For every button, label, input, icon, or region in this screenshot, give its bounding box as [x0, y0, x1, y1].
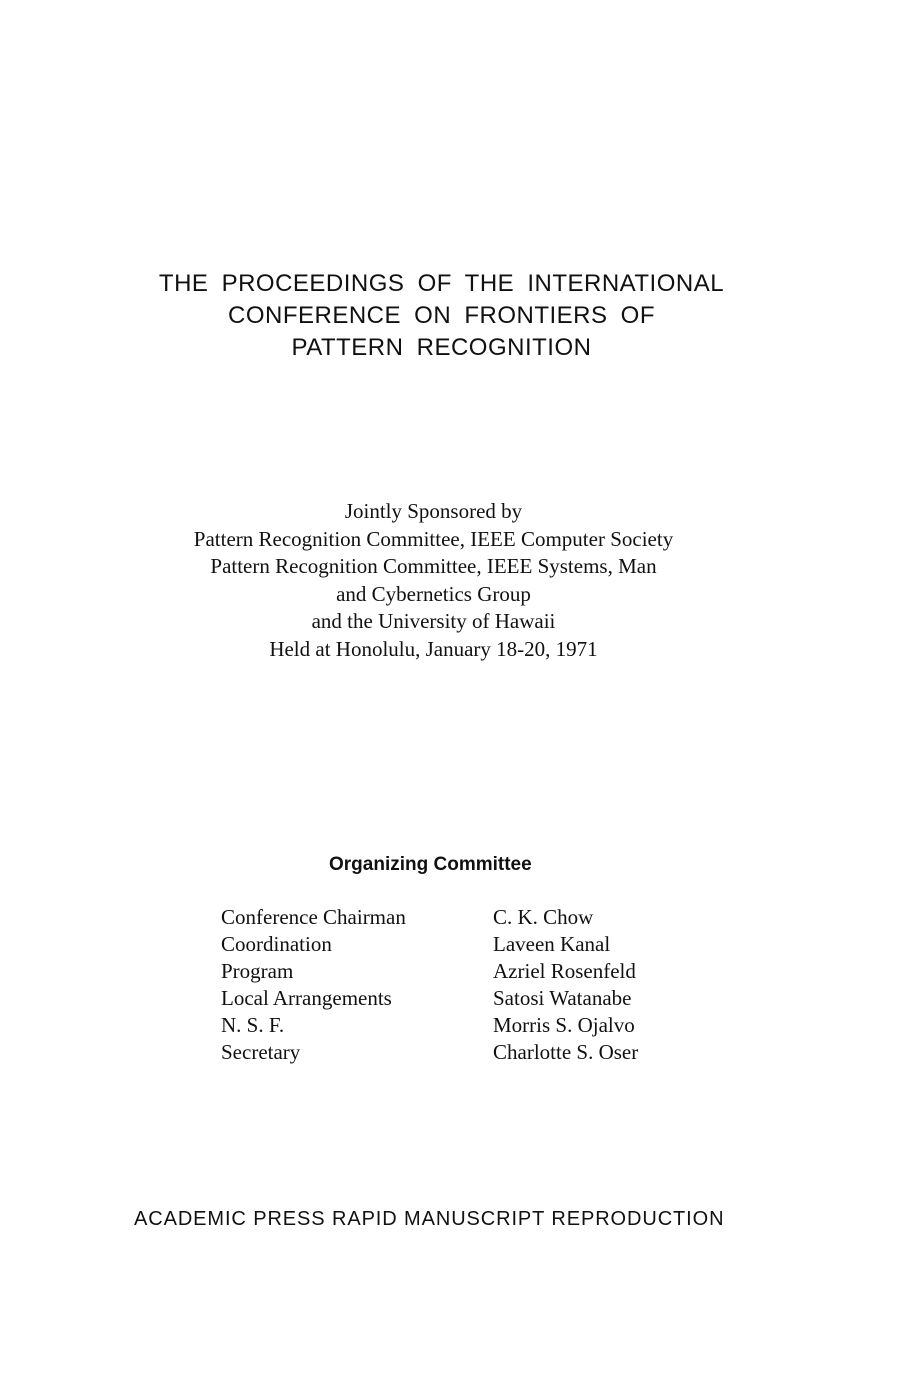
- committee-role: Conference Chairman: [221, 905, 406, 929]
- publisher-line: ACADEMIC PRESS RAPID MANUSCRIPT REPRODUCTION: [134, 1208, 725, 1230]
- committee-role: Local Arrangements: [221, 986, 392, 1010]
- committee-row: [221, 931, 638, 958]
- committee-row: [221, 958, 638, 985]
- committee-member: Satosi Watanabe: [493, 986, 632, 1010]
- committee-member: Morris S. Ojalvo: [493, 1013, 635, 1037]
- committee-member: Charlotte S. Oser: [493, 1040, 639, 1064]
- sponsor-line: Jointly Sponsored by: [344, 499, 523, 523]
- sponsor-line: and Cybernetics Group: [336, 581, 531, 606]
- proceedings-title: [0, 268, 901, 364]
- committee-member: C. K. Chow: [493, 905, 594, 929]
- title-line: CONFERENCE ON FRONTIERS OF: [227, 302, 655, 329]
- committee-row: [221, 904, 638, 931]
- committee-row: [221, 985, 638, 1012]
- sponsor-line: and the University of Hawaii: [311, 609, 556, 633]
- committee-row: [221, 1039, 638, 1066]
- sponsor-line: Held at Honolulu, January 18-20, 1971: [269, 636, 598, 661]
- committee-role: Coordination: [221, 932, 332, 956]
- title-line: PATTERN RECOGNITION: [291, 334, 592, 361]
- committee-role: N. S. F.: [221, 1013, 285, 1037]
- committee-row: [221, 1012, 638, 1039]
- sponsor-line: Pattern Recognition Committee, IEEE Systems, Man: [210, 554, 657, 578]
- committee-list: [221, 904, 638, 1066]
- committee-member: Laveen Kanal: [493, 932, 611, 956]
- title-line: THE PROCEEDINGS OF THE INTERNATIONAL: [158, 270, 725, 297]
- sponsor-line: Pattern Recognition Committee, IEEE Computer Society: [193, 526, 674, 551]
- committee-role: Secretary: [221, 1040, 301, 1064]
- committee-heading: Organizing Committee: [329, 854, 532, 875]
- committee-member: Azriel Rosenfeld: [493, 959, 636, 983]
- committee-role: Program: [221, 959, 294, 983]
- sponsorship-block: [0, 498, 901, 663]
